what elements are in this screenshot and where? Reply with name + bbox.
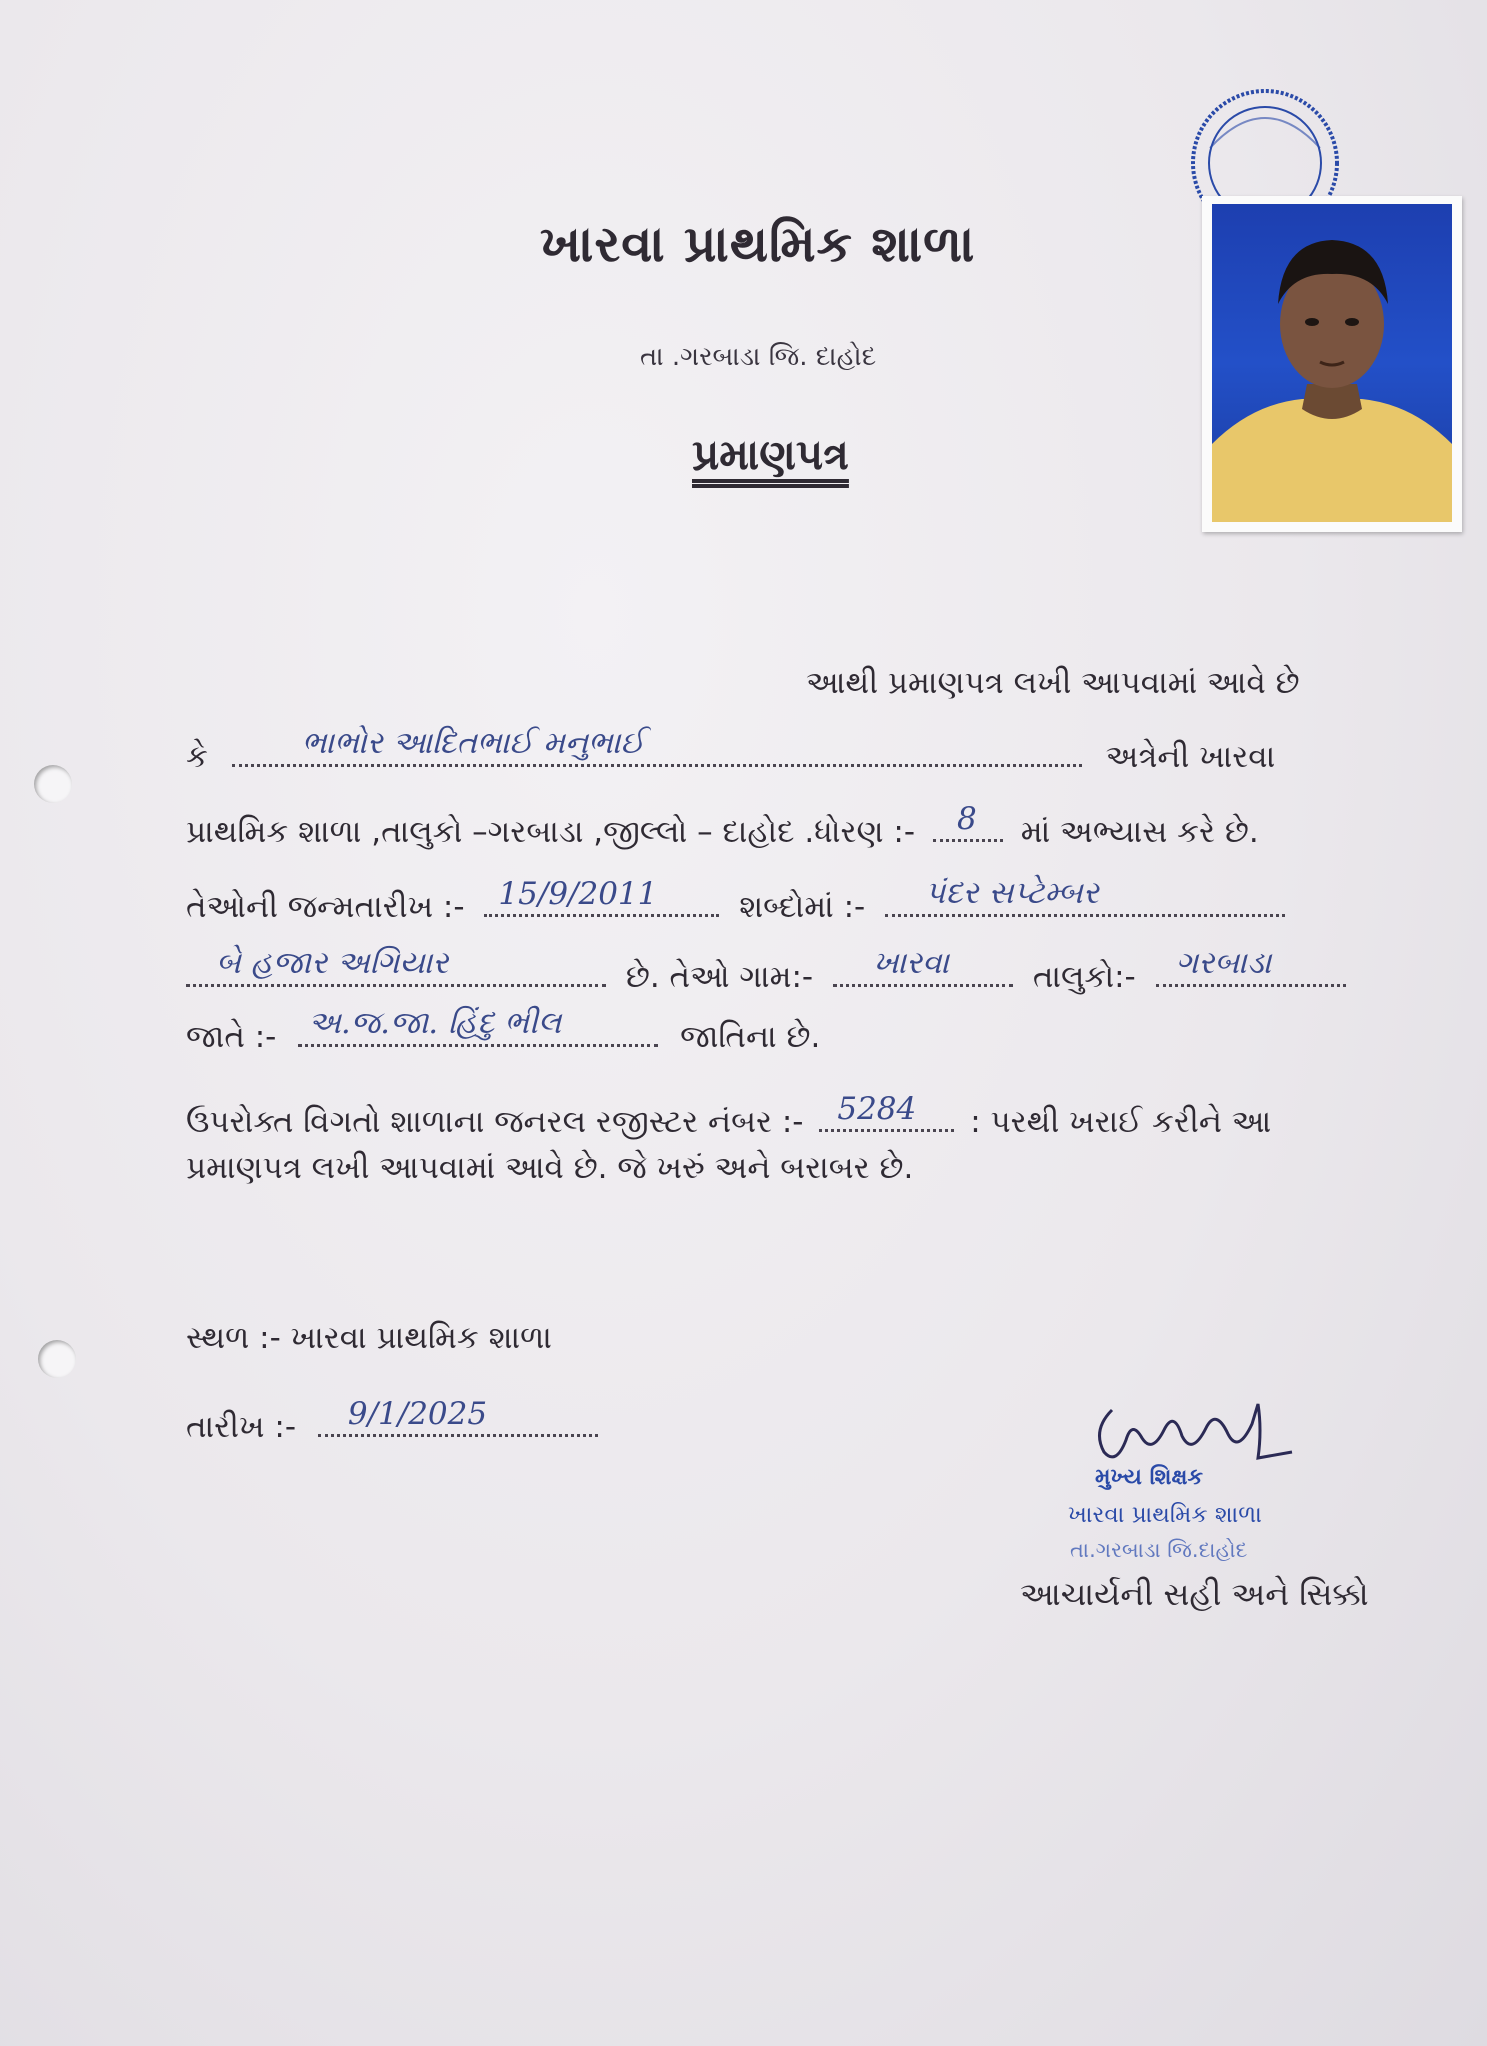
line2-suffix: માં અભ્યાસ કરે છે. [1020, 814, 1259, 850]
dob-field [484, 876, 719, 917]
date-field [318, 1396, 598, 1437]
caste-label: જાતે :- [186, 1019, 277, 1055]
student-name-row [186, 725, 1276, 776]
stamp-role: મુખ્ય શિક્ષક [1095, 1465, 1204, 1490]
stamp-school: ખારવા પ્રાથમિક શાળા [1068, 1502, 1262, 1528]
punch-hole-bottom [38, 1340, 76, 1378]
closing-line: પ્રમાણપત્ર લખી આપવામાં આવે છે. જે ખરું અને બરાબર છે. [186, 1150, 914, 1186]
school-address: તા .ગરબાડા જિ. દાહોદ [640, 342, 877, 372]
village-field [833, 945, 1013, 987]
certificate-title: પ્રમાણપત્ર [692, 430, 849, 479]
date-label: તારીખ :- [186, 1409, 297, 1445]
register-suffix: : પરથી ખરાઈ કરીને આ [970, 1104, 1272, 1140]
stamp-address: તા.ગરબાડા જિ.દાહોદ [1070, 1538, 1248, 1562]
punch-hole-top [34, 765, 72, 803]
taluka-field [1156, 945, 1346, 987]
line2-prefix: પ્રાથમિક શાળા ,તાલુકો –ગરબાડા ,જીલ્લો – દાહોદ .ધોરણ :- [186, 814, 916, 850]
register-number: 5284 [837, 1091, 917, 1127]
taluka-label: તાલુકો:- [1032, 959, 1136, 995]
standard-value: 8 [956, 801, 977, 837]
signature-icon [1082, 1390, 1312, 1470]
dob-words-2: બે હજાર અગિયાર [216, 945, 449, 981]
dob-row [186, 875, 1285, 926]
in-words-label: શબ્દોમાં :- [739, 889, 866, 925]
line1-suffix: અત્રેની ખારવા [1105, 739, 1276, 775]
student-portrait-icon [1212, 204, 1452, 522]
caste-value: અ.જ.જા. હિંદુ ભીલ [308, 1005, 562, 1041]
dob-words-field [885, 875, 1285, 917]
signature-caption: આચાર્યની સહી અને સિક્કો [1020, 1575, 1369, 1613]
date-value: 9/1/2025 [347, 1396, 488, 1432]
intro-line: આથી પ્રમાણપત્ર લખી આપવામાં આવે છે [806, 665, 1300, 701]
date-row [186, 1396, 598, 1446]
dob-label: તેઓની જન્મતારીખ :- [186, 889, 465, 925]
student-name-field [232, 725, 1082, 767]
taluka-value: ગરબાડા [1175, 945, 1272, 981]
caste-field [298, 1005, 658, 1047]
caste-row [186, 1005, 821, 1056]
register-row [186, 1091, 1272, 1141]
dob-words-1: પંદર સપ્ટેમ્બર [925, 875, 1099, 911]
caste-suffix: જાતિના છે. [680, 1019, 821, 1055]
village-label: છે. તેઓ ગામ:- [625, 959, 814, 995]
line1-prefix: કે [186, 739, 208, 775]
dob-value: 15/9/2011 [498, 876, 658, 912]
student-photo [1202, 196, 1462, 532]
standard-row [186, 801, 1259, 851]
village-row [186, 945, 1346, 996]
place-line: સ્થળ :- ખારવા પ્રાથમિક શાળા [186, 1320, 552, 1356]
register-prefix: ઉપરોક્ત વિગતો શાળાના જનરલ રજીસ્ટર નંબર :- [186, 1104, 804, 1140]
school-name-heading: ખારવા પ્રાથમિક શાળા [540, 215, 976, 273]
student-name-value: ભાભોર આદિતભાઈ મનુભાઈ [301, 725, 645, 761]
standard-field [933, 801, 1003, 842]
register-field [819, 1091, 954, 1132]
dob-words-field-2 [186, 945, 606, 987]
village-value: ખારવા [872, 945, 949, 981]
